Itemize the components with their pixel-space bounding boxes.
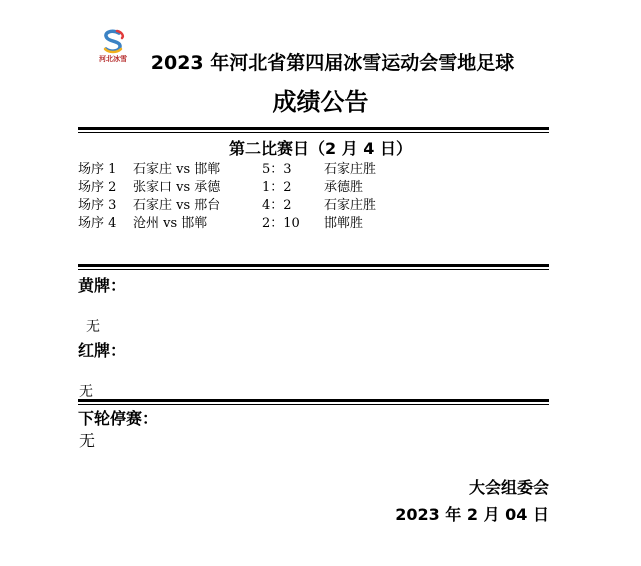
match-score: 4：2 <box>262 198 292 213</box>
yellow-cards-label: 黄牌： <box>78 276 127 295</box>
divider-bottom <box>78 399 549 405</box>
match-row <box>78 194 498 212</box>
match-score: 5：3 <box>262 162 292 177</box>
yellow-cards-value: 无 <box>86 319 100 335</box>
match-result: 石家庄胜 <box>324 198 377 213</box>
match-score: 1：2 <box>262 180 292 195</box>
logo-text: 河北冰雪 <box>99 55 127 63</box>
red-cards-value: 无 <box>79 384 93 400</box>
red-cards-label: 红牌： <box>78 341 127 360</box>
match-row <box>78 176 498 194</box>
suspension-label: 下轮停赛： <box>78 409 159 428</box>
match-teams: 石家庄 vs 邢台 <box>133 198 221 213</box>
match-teams: 张家口 vs 承德 <box>133 180 221 195</box>
match-row <box>78 212 498 230</box>
issuer-signature: 大会组委会 <box>468 478 549 497</box>
match-result: 石家庄胜 <box>324 162 377 177</box>
match-sequence: 场序 3 <box>78 198 117 213</box>
match-score: 2：10 <box>262 216 300 231</box>
match-teams: 沧州 vs 邯郸 <box>133 216 208 231</box>
match-row <box>78 158 498 176</box>
match-teams: 石家庄 vs 邯郸 <box>133 162 221 177</box>
notice-title: 2023 年河北省第四届冰雪运动会雪地足球 <box>150 52 515 74</box>
match-results-list <box>78 158 498 230</box>
divider-top <box>78 127 549 133</box>
notice-subtitle: 成绩公告 <box>272 88 369 116</box>
match-day-title: 第二比赛日（2 月 4 日） <box>229 139 412 158</box>
match-sequence: 场序 2 <box>78 180 117 195</box>
match-result: 邯郸胜 <box>324 216 364 231</box>
issue-date: 2023 年 2 月 04 日 <box>395 505 549 524</box>
match-result: 承德胜 <box>324 180 364 195</box>
divider-middle <box>78 264 549 270</box>
match-sequence: 场序 4 <box>78 216 117 231</box>
suspension-value: 无 <box>79 431 96 450</box>
match-sequence: 场序 1 <box>78 162 117 177</box>
